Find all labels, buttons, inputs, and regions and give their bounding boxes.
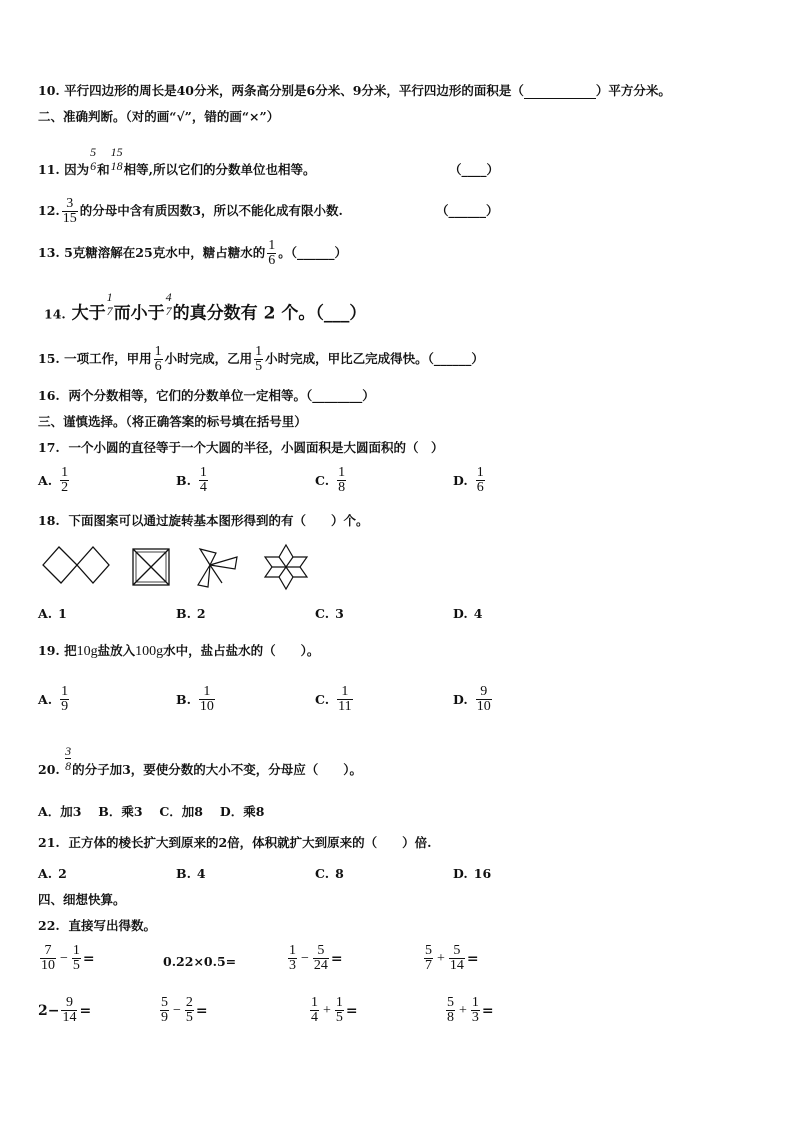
q12-number: 12. (38, 203, 60, 218)
question-17 (38, 440, 443, 456)
q17-option-b[interactable]: B. 1 4 (176, 465, 207, 495)
q12-text: 的分母中含有质因数3，所以不能化成有限小数. (79, 203, 343, 218)
calc-1-fraction-a: 7 10 (41, 943, 55, 973)
q13-fraction: 1 6 (268, 237, 276, 268)
q11-fraction-2: 15 18 (110, 144, 123, 173)
q10-close: ）平方分米。 (595, 83, 671, 98)
q13-number: 13. (38, 245, 60, 260)
q17-option-d-fraction: 1 6 (476, 465, 484, 495)
calc-6-fraction-a: 5 9 (161, 995, 168, 1025)
q19-option-a-fraction: 1 9 (61, 684, 69, 714)
question-19 (38, 643, 319, 660)
question-15 (38, 343, 484, 375)
calc-4-fraction-b: $\frac{5}{14}$ (449, 943, 464, 973)
calc-1: 7 10 − $\frac{1}{5}$ = (41, 943, 95, 973)
q20-options[interactable]: A．加3 B．乘3 C．加8 D．乘8 (38, 804, 265, 819)
question-10 (38, 83, 671, 99)
q17-option-c[interactable]: C. 1 8 (315, 465, 346, 495)
calc-8-fraction-a: 5 8 (447, 995, 454, 1025)
calc-4: 5 7 + $\frac{5}{14}$ = (425, 943, 479, 973)
q18-option-d[interactable]: D. 4 (453, 606, 483, 621)
calc-7-fraction-a: 1 4 (311, 995, 318, 1025)
q17-text: 一个小圆的直径等于一个大圆的半径，小圆面积是大圆面积的（ ） (68, 440, 444, 455)
q15-text-3: 小时完成，甲比乙完成得快。（______） (265, 351, 484, 366)
q16-number: 16. (38, 388, 60, 403)
calc-3-fraction-a: 1 3 (289, 943, 296, 973)
q21-number: 21. (38, 835, 60, 850)
calc-3: 1 3 − $\frac{5}{24}$ = (289, 943, 343, 973)
q19-text-1: 把 (64, 643, 77, 658)
q21-option-a[interactable]: A. 2 (38, 866, 67, 881)
calc-8-fraction-b: $\frac{1}{3}$ (471, 995, 479, 1025)
q20-number: 20. (38, 762, 60, 777)
q19-option-a[interactable]: A. 1 9 (38, 684, 69, 714)
question-22 (38, 918, 156, 934)
q13-tail: 。（______） (278, 245, 347, 260)
calc-6-fraction-b: $\frac{2}{5}$ (185, 995, 193, 1025)
q19-number: 19. (38, 643, 60, 658)
figure-zigzag-squares (43, 547, 109, 583)
question-20 (38, 744, 363, 792)
question-12 (38, 195, 499, 227)
calc-7-fraction-b: $\frac{1}{5}$ (335, 995, 343, 1025)
q11-number: 11. (38, 162, 60, 177)
q14-number: 14. (44, 306, 66, 322)
q17-option-d[interactable]: D. 1 6 (453, 465, 484, 495)
q19-option-d-fraction: 9 10 (476, 684, 491, 714)
q21-option-c[interactable]: C. 8 (315, 866, 344, 881)
question-18 (38, 513, 368, 529)
q18-option-c[interactable]: C. 3 (315, 606, 344, 621)
q19-mass-water: 100g (135, 644, 164, 659)
q11-fraction-1: 5 6 (90, 144, 97, 173)
q17-number: 17. (38, 440, 60, 455)
calc-1-fraction-b: $\frac{1}{5}$ (72, 943, 80, 973)
section-3-heading: 三、谨慎选择。（将正确答案的标号填在括号里） (38, 414, 307, 429)
calc-3-fraction-b: $\frac{5}{24}$ (313, 943, 328, 973)
q18-option-b[interactable]: B. 2 (176, 606, 206, 621)
q21-option-d[interactable]: D. 16 (453, 866, 492, 881)
q22-text: 直接写出得数。 (68, 918, 156, 933)
q17-option-a[interactable]: A. 1 2 (38, 465, 69, 495)
q15-text-1: 一项工作，甲用 (64, 351, 152, 366)
q22-number: 22. (38, 918, 60, 933)
q10-text: 平行四边形的周长是40分米，两条高分别是6分米、9分米，平行四边形的面积是（ (64, 83, 524, 98)
q12-answer-paren[interactable]: （______） (436, 203, 499, 218)
q20-text: 的分子加3，要使分数的大小不变，分母应（ ）。 (72, 762, 363, 777)
calc-6: 5 9 − $\frac{2}{5}$ = (161, 995, 208, 1025)
question-11 (38, 144, 500, 192)
q15-text-2: 小时完成，乙用 (164, 351, 253, 366)
calc-5-fraction: $\frac{9}{14}$ (62, 995, 77, 1025)
q17-option-b-fraction: 1 4 (199, 465, 207, 495)
q18-number: 18. (38, 513, 60, 528)
q19-text-3: 水中，盐占盐水的（ ）。 (163, 643, 320, 658)
q14-fraction-1: 1 7 (106, 290, 113, 318)
calc-4-fraction-a: 5 7 (425, 943, 432, 973)
q12-fraction: 3 15 (62, 195, 77, 226)
q16-text: 两个分数相等，它们的分数单位一定相等。（________） (68, 388, 375, 403)
q19-option-c-fraction: 1 11 (338, 684, 352, 714)
calc-7: 1 4 + $\frac{1}{5}$ = (311, 995, 358, 1025)
question-21 (38, 835, 432, 851)
question-13 (38, 237, 347, 269)
figure-pinwheel (198, 549, 237, 587)
q18-text: 下面图案可以通过旋转基本图形得到的有（ ）个。 (68, 513, 369, 528)
q13-text: 5克糖溶解在25克水中，糖占糖水的 (64, 245, 266, 260)
section-4-heading: 四、细想快算。 (38, 892, 126, 907)
q19-option-c[interactable]: C. 1 11 (315, 684, 352, 714)
q18-option-a[interactable]: A. 1 (38, 606, 67, 621)
q15-fraction-2: 1 5 (255, 343, 263, 374)
q11-pre: 因为 (64, 162, 90, 177)
q14-pre: 大于 (71, 303, 106, 324)
q10-answer-blank[interactable] (524, 86, 596, 99)
q20-fraction: $\frac{3}{8}$ (65, 744, 72, 773)
q14-mid: 而小于 (113, 303, 165, 324)
q14-text: 的真分数有 2 个。（___） (172, 303, 367, 324)
q19-option-b-fraction: 1 10 (199, 684, 214, 714)
q19-option-b[interactable]: B. 1 10 (176, 684, 214, 714)
q17-option-c-fraction: 1 8 (338, 465, 346, 495)
q19-option-d[interactable]: D. 9 10 (453, 684, 491, 714)
q11-answer-paren[interactable]: （____） (449, 162, 500, 177)
calc-5: 2− $\frac{9}{14}$ = (38, 995, 92, 1025)
q15-number: 15. (38, 351, 60, 366)
q14-fraction-2: 4 7 (165, 290, 172, 318)
q21-option-b[interactable]: B. 4 (176, 866, 206, 881)
q21-text: 正方体的棱长扩大到原来的2倍，体积就扩大到原来的（ ）倍. (68, 835, 432, 850)
figure-square-with-diagonals (133, 549, 169, 585)
q10-number: 10. (38, 83, 60, 98)
q15-fraction-1: 1 6 (154, 343, 162, 374)
q19-mass-salt: 10g (76, 644, 98, 659)
question-16 (38, 388, 375, 404)
question-14 (44, 290, 367, 328)
q19-text-2: 盐放入 (97, 643, 136, 658)
q11-text: 相等,所以它们的分数单位也相等。 (123, 162, 316, 177)
q11-mid: 和 (97, 162, 110, 177)
q18-figures (40, 543, 310, 591)
figure-six-point-star (265, 545, 307, 589)
q17-option-a-fraction: 1 2 (61, 465, 69, 495)
section-2-heading: 二、准确判断。（对的画“√”，错的画“×”） (38, 109, 280, 124)
calc-8: 5 8 + $\frac{1}{3}$ = (447, 995, 494, 1025)
calc-2: 0.22×0.5= (163, 954, 237, 969)
